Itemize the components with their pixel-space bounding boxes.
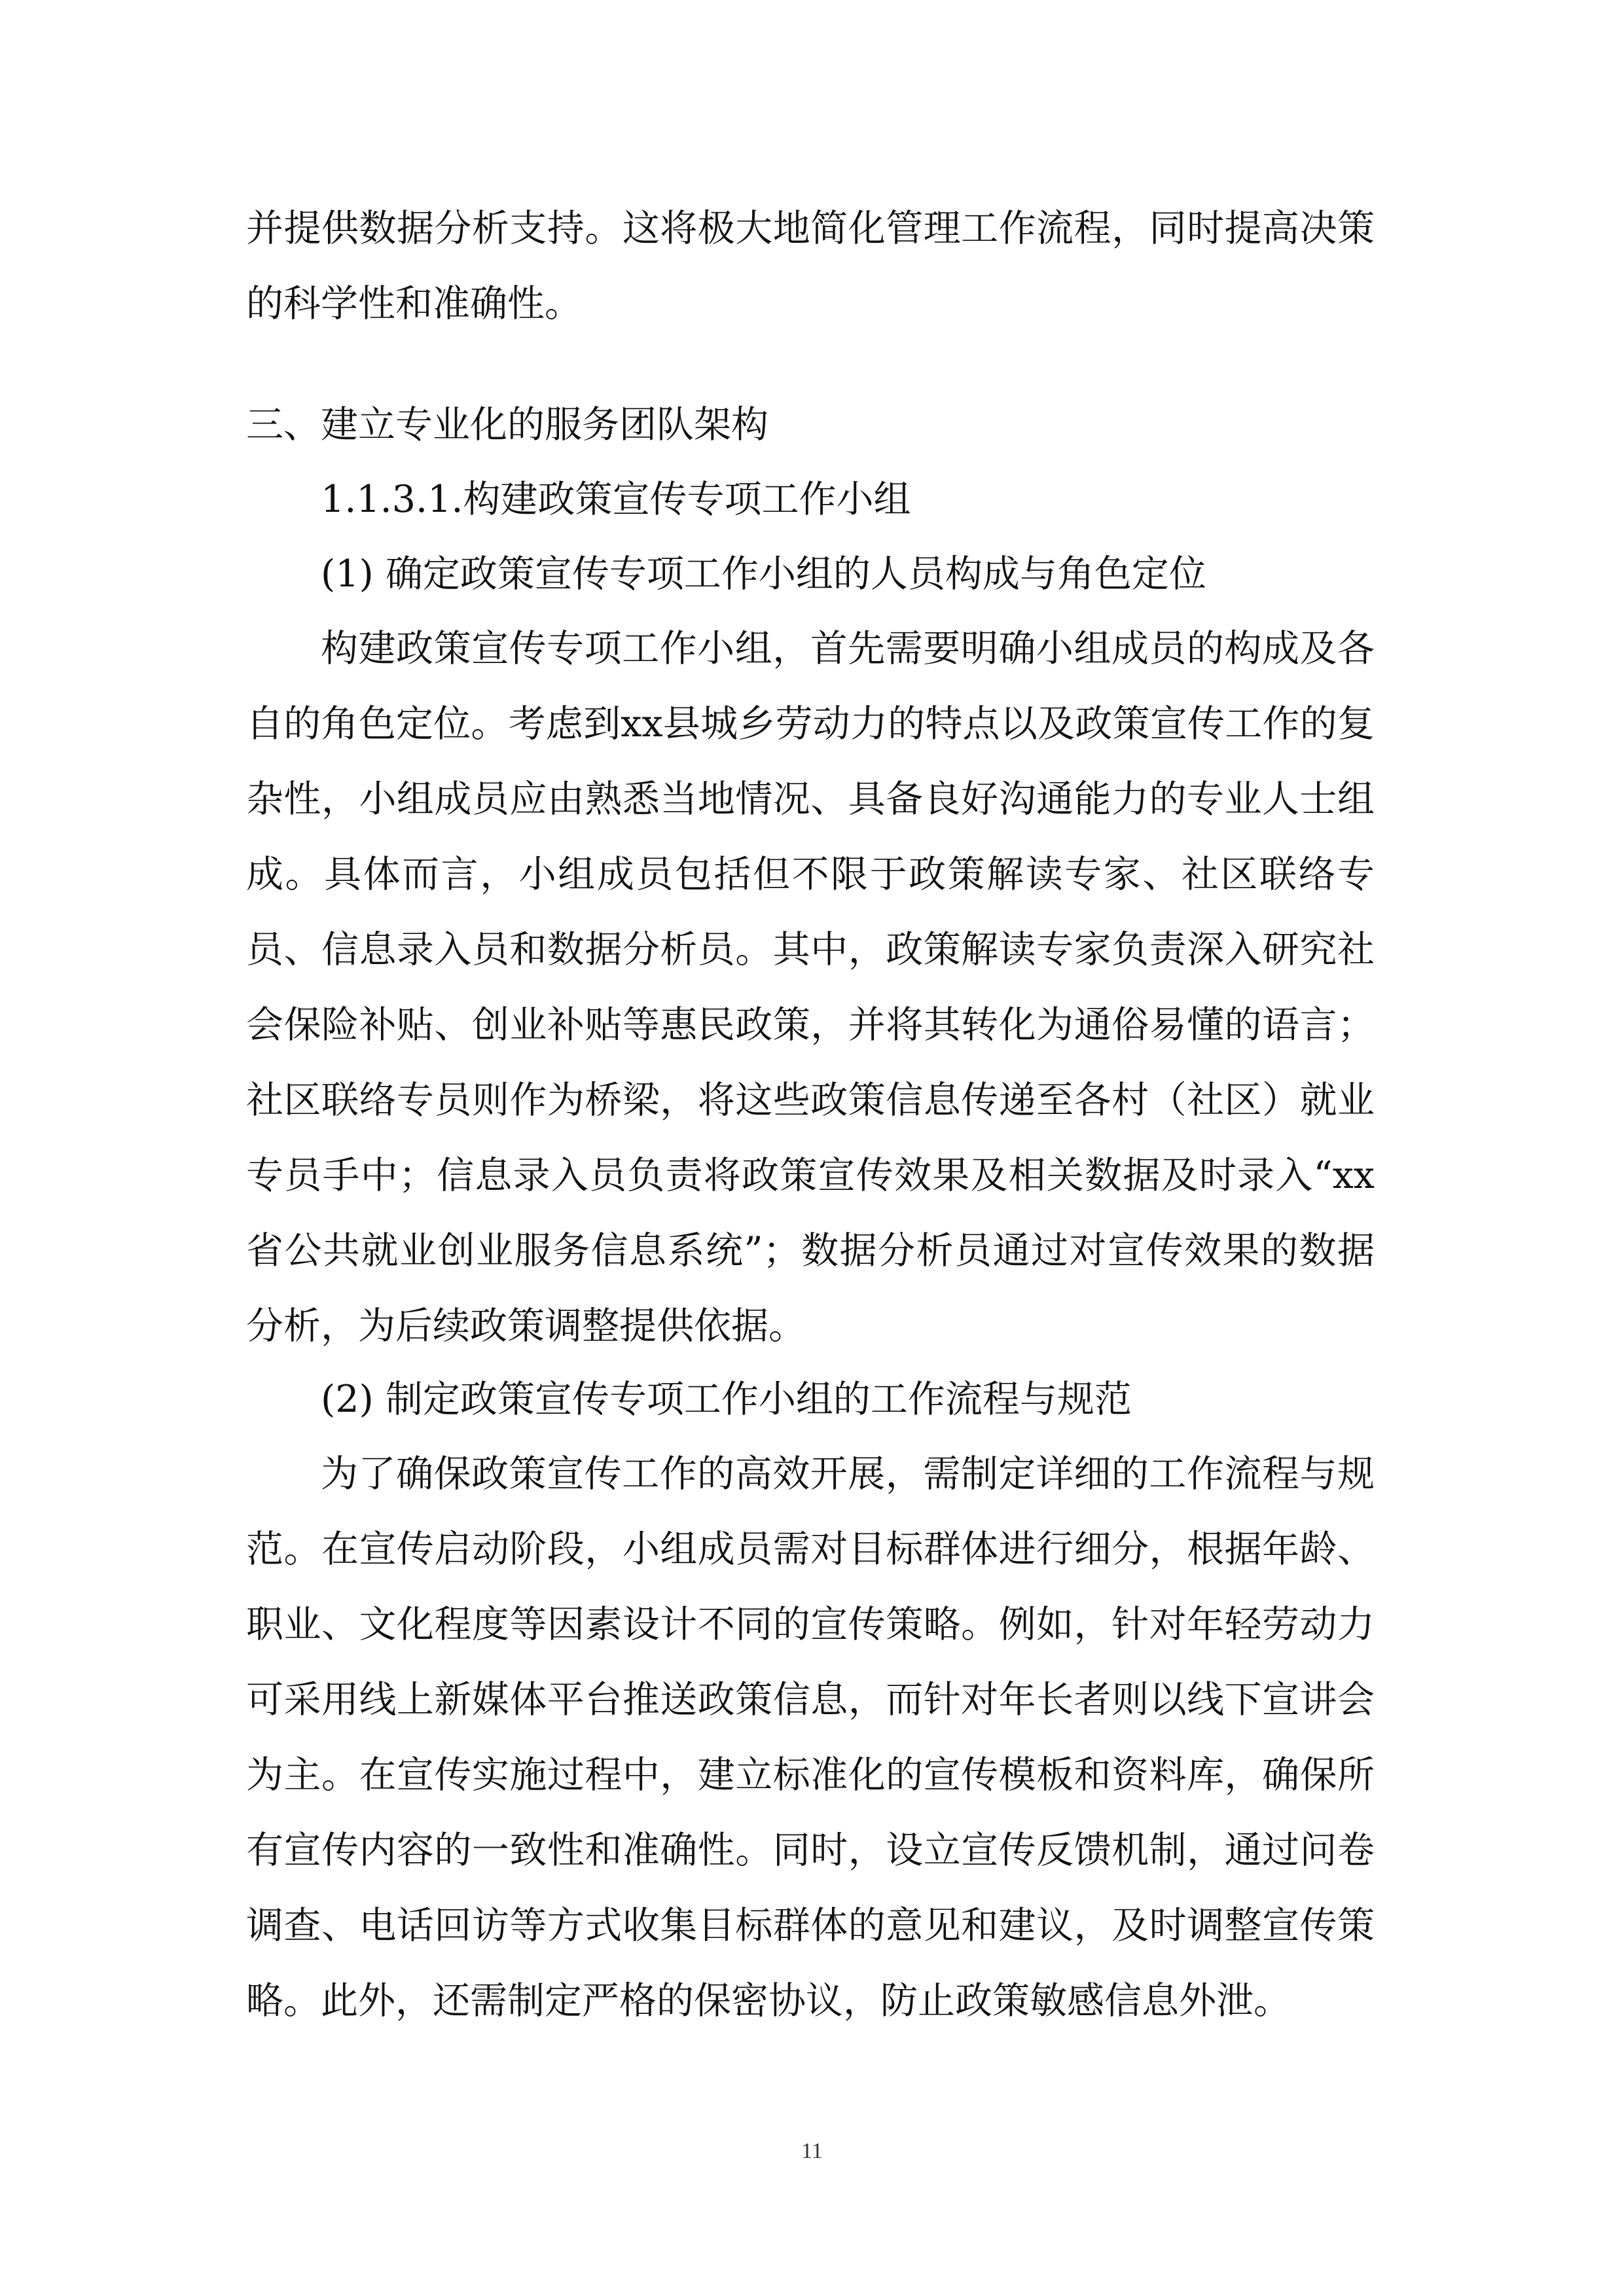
continuation-paragraph: 并提供数据分析支持。这将极大地简化管理工作流程，同时提高决策的科学性和准确性。 (246, 207, 1375, 325)
item1-paragraph: 构建政策宣传专项工作小组，首先需要明确小组成员的构成及各自的角色定位。考虑到xx县城乡劳动力的特点以及政策宣传工作的复杂性，小组成员应由熟悉当地情况、具备良好沟通能力的专业人士组成。具体而言，小组成员包括但不限于政策解读专家、社区联络专员、信息录入员和数据分析员。其中，政策解读专家负责深入研究社会保险补贴、创业补贴等惠民政策，并将其转化为通俗易懂的语言；社区联络专员则作为桥梁，将这些政策信息传递至各村（社区）就业专员手中；信息录入员负责将政策宣传效果及相关数据及时录入“xx省公共就业创业服务信息系统”；数据分析员通过对宣传效果的数据分析，为后续政策调整提供依据。 (246, 627, 1375, 1348)
subsection-heading: 1.1.3.1.构建政策宣传专项工作小组 (321, 478, 911, 521)
section-heading: 三、建立专业化的服务团队架构 (246, 403, 768, 446)
item2-heading: (2) 制定政策宣传专项工作小组的工作流程与规范 (321, 1378, 1132, 1421)
item2-paragraph: 为了确保政策宣传工作的高效开展，需制定详细的工作流程与规范。在宣传启动阶段，小组成员需对目标群体进行细分，根据年龄、职业、文化程度等因素设计不同的宣传策略。例如，针对年轻劳动力可采用线上新媒体平台推送政策信息，而针对年长者则以线下宣讲会为主。在宣传实施过程中，建立标准化的宣传模板和资料库，确保所有宣传内容的一致性和准确性。同时，设立宣传反馈机制，通过问卷调查、电话回访等方式收集目标群体的意见和建议，及时调整宣传策略。此外，还需制定严格的保密协议，防止政策敏感信息外泄。 (246, 1452, 1375, 2022)
page-number: 11 (801, 2139, 823, 2163)
item1-heading: (1) 确定政策宣传专项工作小组的人员构成与角色定位 (321, 552, 1206, 596)
